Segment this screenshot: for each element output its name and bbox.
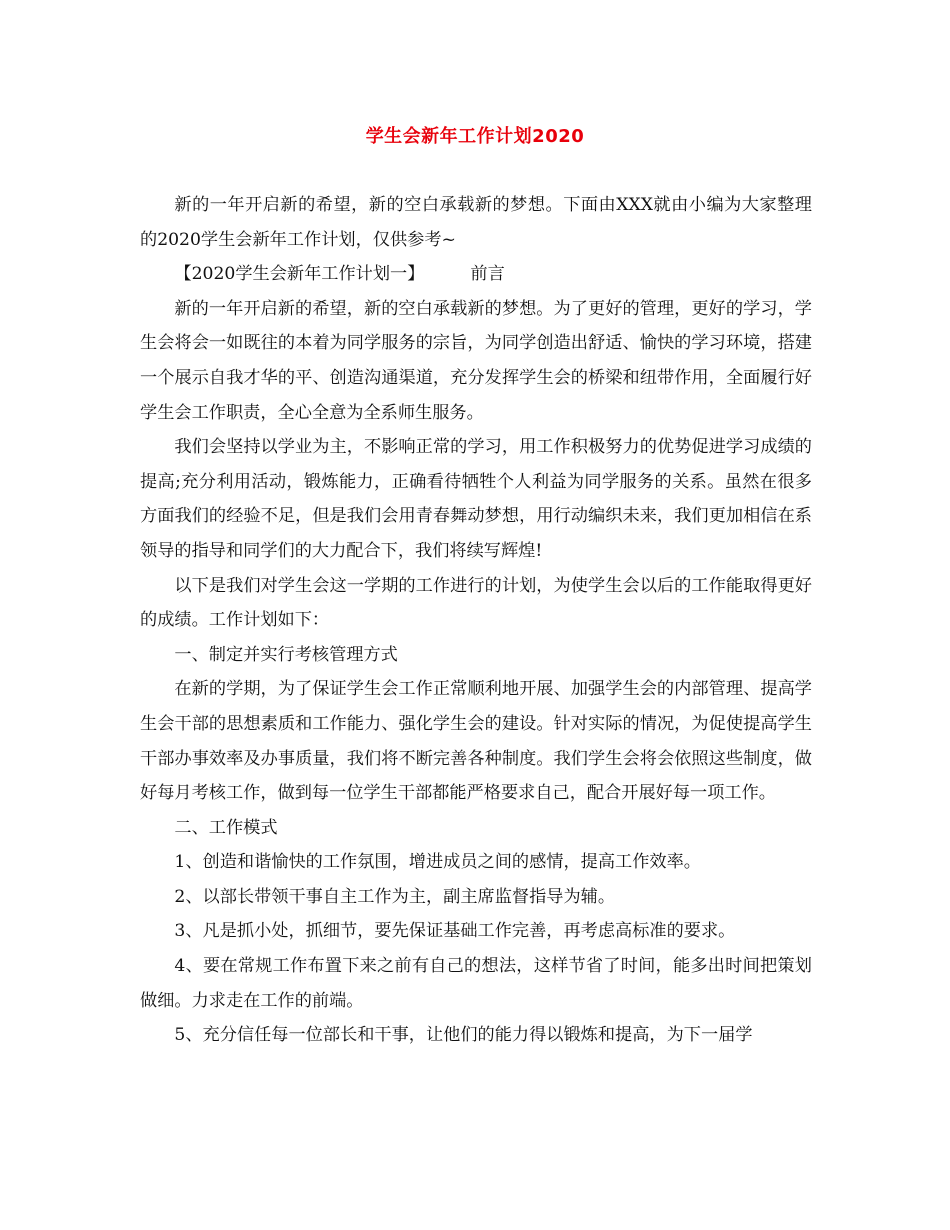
section-heading-label: 【2020学生会新年工作计划一】 bbox=[174, 264, 425, 285]
document-body bbox=[140, 188, 812, 1053]
paragraph-4: 在新的学期，为了保证学生会工作正常顺利地开展、加强学生会的内部管理、提高学生会干部的思想素质和工作能力、强化学生会的建设。针对实际的情况，为促使提高学生干部办事效率及办事质量，我们将不断完善各种制度。我们学生会将会依照这些制度，做好每月考核工作，做到每一位学生干部都能严格要求自己，配合开展好每一项工作。 bbox=[140, 679, 812, 804]
heading-2: 二、工作模式 bbox=[174, 817, 278, 838]
paragraph-1: 新的一年开启新的希望，新的空白承载新的梦想。为了更好的管理，更好的学习，学生会将会一如既往的本着为同学服务的宗旨，为同学创造出舒适、愉快的学习环境，搭建一个展示自我才华的平、创造沟通渠道，充分发挥学生会的桥梁和纽带作用，全面履行好学生会工作职责，全心全意为全系师生服务。 bbox=[140, 298, 812, 423]
paragraph-2: 我们会坚持以学业为主，不影响正常的学习，用工作积极努力的优势促进学习成绩的提高;充分利用活动，锻炼能力，正确看待牺牲个人利益为同学服务的关系。虽然在很多方面我们的经验不足，但是我们会用青春舞动梦想，用行动编织未来，我们更加相信在系领导的指导和同学们的大力配合下，我们将续写辉煌! bbox=[140, 437, 812, 561]
section-heading bbox=[140, 257, 812, 292]
list-item-3: 3、凡是抓小处，抓细节，要先保证基础工作完善，再考虑高标准的要求。 bbox=[174, 921, 736, 942]
intro-paragraph: 新的一年开启新的希望，新的空白承载新的梦想。下面由XXX就由小编为大家整理的2020学生会新年工作计划，仅供参考~ bbox=[140, 195, 812, 250]
heading-1: 一、制定并实行考核管理方式 bbox=[174, 644, 398, 665]
list-item-1: 1、创造和谐愉快的工作氛围，增进成员之间的感情，提高工作效率。 bbox=[174, 852, 701, 873]
list-item-2: 2、以部长带领干事自主工作为主，副主席监督指导为辅。 bbox=[174, 886, 616, 907]
list-item-5: 5、充分信任每一位部长和干事，让他们的能力得以锻炼和提高，为下一届学 bbox=[174, 1025, 753, 1046]
document-title: 学生会新年工作计划2020 bbox=[365, 126, 585, 147]
list-item-4: 4、要在常规工作布置下来之前有自己的想法，这样节省了时间，能多出时间把策划做细。力求走在工作的前端。 bbox=[140, 956, 812, 1011]
section-heading-sub: 前言 bbox=[470, 264, 505, 285]
paragraph-3: 以下是我们对学生会这一学期的工作进行的计划，为使学生会以后的工作能取得更好的成绩。工作计划如下： bbox=[140, 575, 812, 631]
